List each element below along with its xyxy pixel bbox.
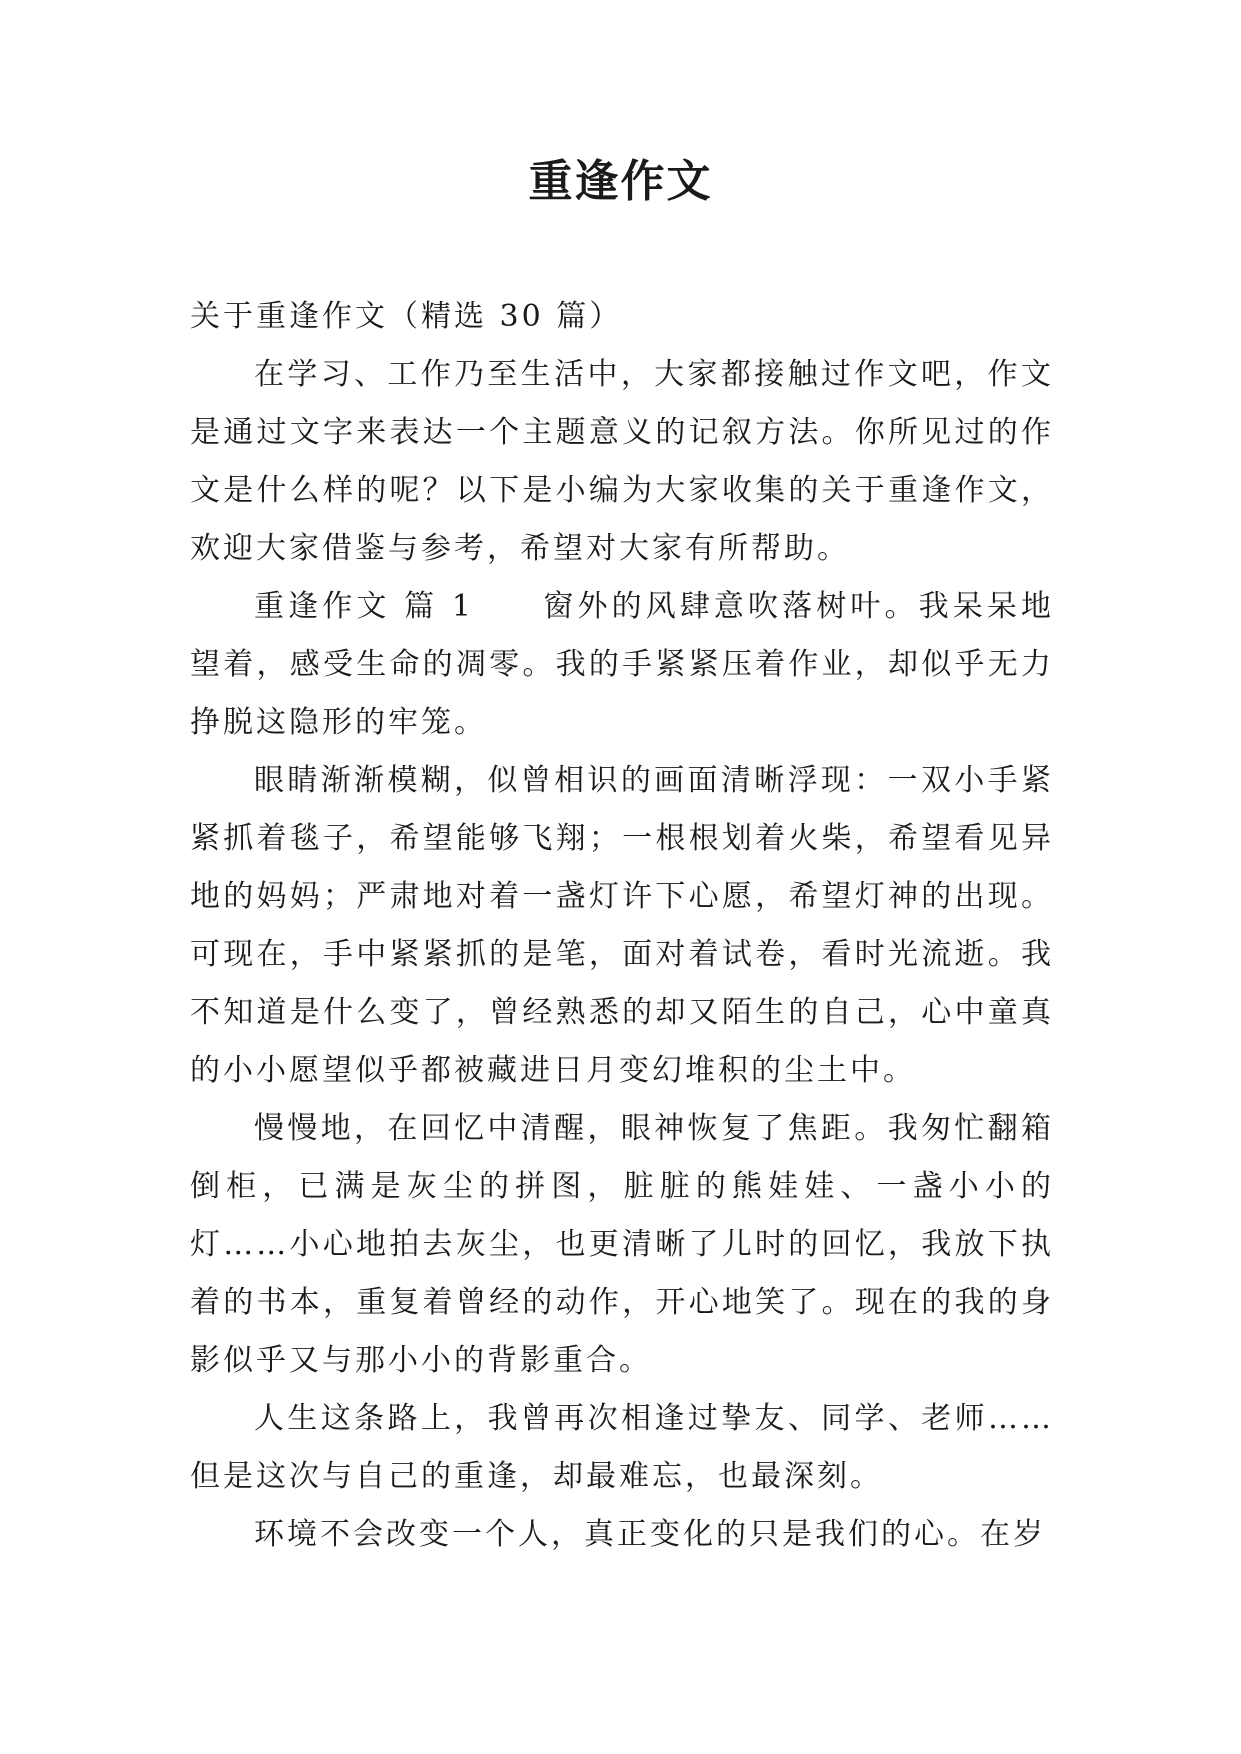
document-subtitle: 关于重逢作文（精选 30 篇） xyxy=(190,299,623,334)
paragraph-reunion: 人生这条路上，我曾再次相逢过挚友、同学、老师……但是这次与自己的重逢，却最难忘，也最深刻。 xyxy=(190,1401,1054,1494)
paragraph-intro: 在学习、工作乃至生活中，大家都接触过作文吧，作文是通过文字来表达一个主题意义的记叙方法。你所见过的作文是什么样的呢？以下是小编为大家收集的关于重逢作文，欢迎大家借鉴与参考，希望对大家有所帮助。 xyxy=(190,357,1054,566)
document-body xyxy=(190,288,1054,1564)
document-title: 重逢作文 xyxy=(528,156,713,207)
paragraph-memories: 眼睛渐渐模糊，似曾相识的画面清晰浮现：一双小手紧紧抓着毯子，希望能够飞翔；一根根划着火柴，希望看见异地的妈妈；严肃地对着一盏灯许下心愿，希望灯神的出现。可现在，手中紧紧抓的是笔，面对着试卷，看时光流逝。我不知道是什么变了，曾经熟悉的却又陌生的自己，心中童真的小小愿望似乎都被藏进日月变幻堆积的尘土中。 xyxy=(190,763,1054,1088)
paragraph-closing: 环境不会改变一个人，真正变化的只是我们的心。在岁 xyxy=(254,1517,1046,1552)
paragraph-awakening: 慢慢地，在回忆中清醒，眼神恢复了焦距。我匆忙翻箱倒柜，已满是灰尘的拼图，脏脏的熊娃娃、一盏小小的灯……小心地拍去灰尘，也更清晰了儿时的回忆，我放下执着的书本，重复着曾经的动作，开心地笑了。现在的我的身影似乎又与那小小的背影重合。 xyxy=(190,1111,1054,1378)
paragraph-essay-1-opening: 重逢作文 篇 1 窗外的风肆意吹落树叶。我呆呆地望着，感受生命的凋零。我的手紧紧压着作业，却似乎无力挣脱这隐形的牢笼。 xyxy=(190,589,1054,740)
